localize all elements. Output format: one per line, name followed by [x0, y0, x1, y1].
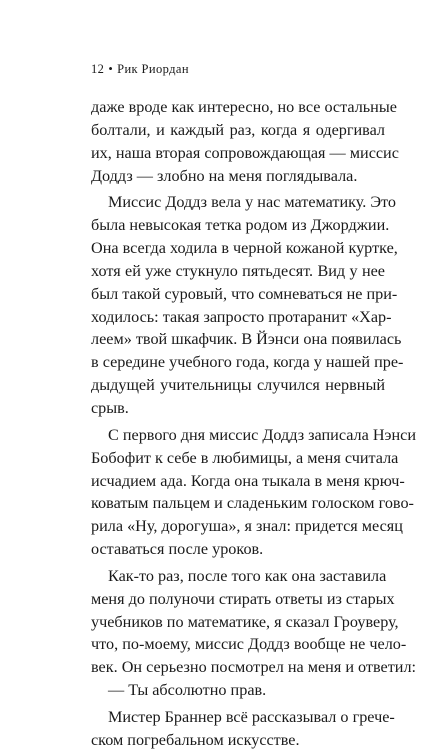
running-title: Рик Риордан: [117, 62, 189, 76]
text-line: в середине учебного года, когда у нашей пре-: [91, 353, 404, 372]
body-text: [91, 96, 417, 752]
text-line: век. Он серьезно посмотрел на меня и ответил:: [91, 658, 417, 677]
text-line: дыдущей учительницы случился нервный: [91, 376, 385, 395]
text-line: — Ты абсолютно прав.: [108, 681, 267, 700]
header-separator: •: [108, 62, 114, 76]
text-line: оставаться после уроков.: [91, 540, 264, 559]
text-line: коватым пальцем и сладеньким голоском гово-: [91, 494, 414, 513]
text-line: исчадием ада. Когда она тыкала в меня крюч-: [91, 471, 405, 490]
text-line: леем» твой шкафчик. В Йэнси она появилась: [91, 330, 402, 349]
text-line: Как-то раз, после того как она заставила: [108, 566, 387, 585]
text-line: С первого дня миссис Доддз записала Нэнси: [108, 425, 416, 444]
text-line: болтали, и каждый раз, когда я одергивал: [91, 120, 385, 139]
text-line: был такой суровый, что сомневаться не при-: [91, 284, 398, 303]
text-line: рила «Ну, дорогуша», я знал: придется месяц: [91, 517, 403, 536]
text-line: Мистер Браннер всё рассказывал о грече-: [108, 707, 395, 726]
text-line: Миссис Доддз вела у нас математику. Это: [108, 193, 396, 212]
text-line: Бобофит к себе в любимицы, а меня считала: [91, 448, 399, 467]
text-line: даже вроде как интересно, но все остальные: [91, 98, 397, 116]
text-line: Доддз — злобно на меня поглядывала.: [91, 166, 358, 185]
text-line: их, наша вторая сопровождающая — миссис: [91, 143, 399, 162]
text-line: хотя ей уже стукнуло пятьдесят. Вид у нее: [91, 261, 385, 280]
text-line: Она всегда ходила в черной кожаной куртке,: [91, 239, 398, 258]
running-header: [91, 62, 189, 77]
text-line: меня до полуночи стирать ответы из старых: [91, 589, 395, 608]
text-line: срыв.: [91, 398, 129, 417]
text-line: ходилось: такая запросто протаранит «Хар-: [91, 307, 392, 326]
text-line: была невысокая тетка родом из Джорджии.: [91, 216, 390, 235]
text-line: ском погребальном искусстве.: [91, 730, 300, 749]
page-number: 12: [91, 62, 105, 76]
text-line: что, по-моему, миссис Доддз вообще не чело-: [91, 635, 407, 654]
text-line: учебников по математике, я сказал Гроуверу,: [91, 612, 399, 631]
